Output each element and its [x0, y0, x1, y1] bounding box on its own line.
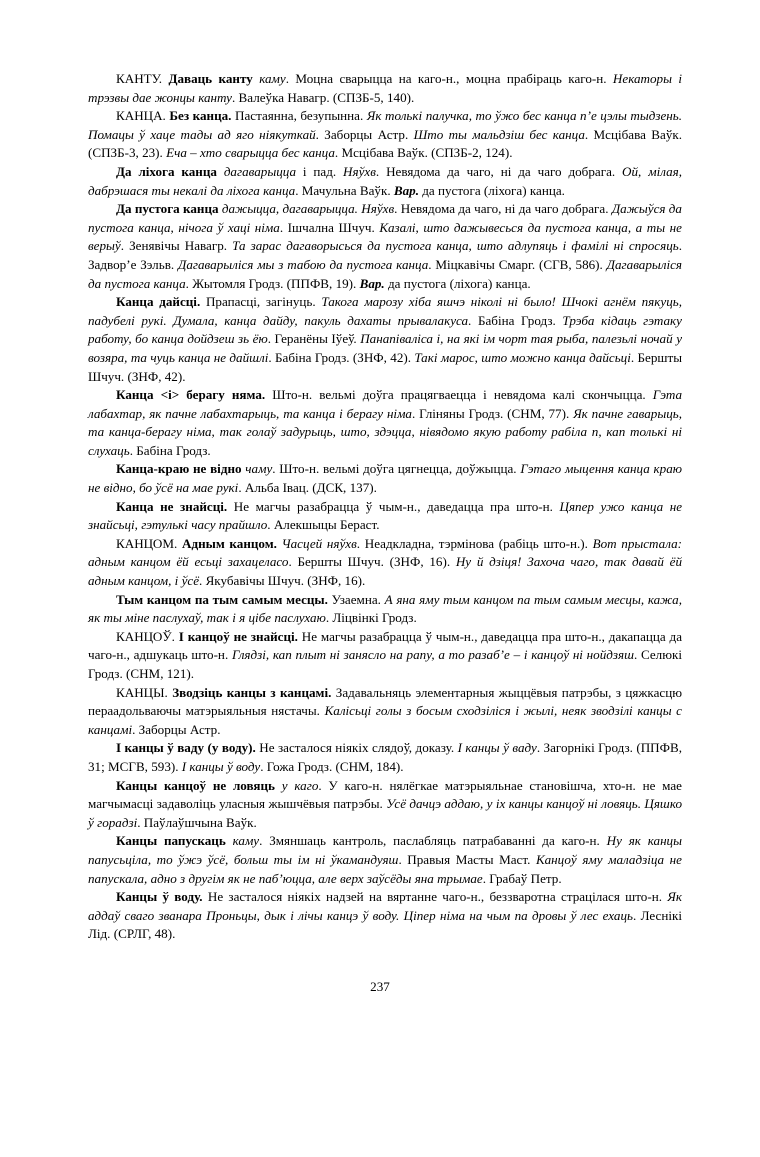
entry-def: . Што-н. вельмі доўга цягнецца, доўжыцца. — [272, 461, 521, 477]
entry-def: Задавальняць элементарныя жыццёвыя патрэбы, з цяжкасцю пераадольваючы матэрыяльныя нястачы. — [88, 684, 682, 719]
entry-def: Узаемна. — [327, 591, 385, 607]
entry-ex: Як толькі палучка, то ўжо бес канца п’е цэлы тыдзень. Помацы ў хаце тады ад яго ніякуткай — [88, 108, 682, 142]
entry-ex: Ну як канцы папусьціла, то ўжэ ўсё, больш ты ім ні ўкамандуяш — [88, 833, 682, 867]
entry-def: . Жытомля Гродз. (ППФВ, 19). — [185, 275, 360, 291]
entry-gram: каму — [232, 833, 260, 849]
entry-def: . У каго-н. нялёгкае матэрыяльнае становішча, хто-н. не мае магчымасці задаволіць уласныя жышчёвыя патрэбы. — [88, 777, 682, 812]
dictionary-entry — [88, 591, 682, 628]
entry-def: Прапасці, загінуць. — [200, 294, 322, 310]
entry-def: . Валеўка Навагр. (СПЗБ-5, 140). — [232, 89, 415, 105]
entry-ex: Та зарас дагаворысься да пустога канца, што адлупяць і фамілі ні спросяць — [232, 238, 679, 254]
entry-def: Не магчы разабрацца ў чым-н., даведацца пра што-н., дакапацца да чаго-н., адшукаць што-н. — [88, 628, 683, 663]
entry-gram: чаму — [245, 461, 273, 477]
dictionary-entry — [88, 200, 682, 293]
entry-def: . Невядома да чаго, ні да чаго добрага. — [375, 163, 623, 179]
entry-var: Вар. — [359, 275, 385, 291]
dictionary-entry — [88, 535, 682, 591]
entry-def: . Бершты Шчуч. (ЗНФ, 16). — [288, 554, 456, 570]
entry-ex: Такога марозу хіба яшчэ ніколі ні было! Шчокі агнём пякуць, падубелі рукі. Думала, канца дайду, пакуль дахаты прывалакуса — [88, 294, 682, 328]
entry-def: і пад. — [296, 163, 344, 179]
entry-def: да пустога (ліхога) канца. — [384, 275, 531, 291]
entry-def: Што-н. вельмі доўга працягваецца і невядома калі скончыцца. — [265, 387, 653, 403]
entry-ex: Вот прыстала: адным канцом ёй есьці захацеласо — [88, 535, 682, 570]
entry-idiom: Канцы папускаць — [116, 833, 233, 849]
entry-def: . Паўлаўшчына Ваўк. — [137, 814, 257, 830]
entry-def: . Заборцы Астр. — [315, 126, 414, 142]
entry-idiom: Канцы канцоў не ловяць — [116, 777, 282, 793]
page-number: 237 — [370, 979, 390, 994]
entry-ex: Глядзі, кап плыт ні занясло на рапу, а то разаб’е – і канцоў ні нойдзяш — [231, 647, 634, 663]
entry-idiom: Адным канцом. — [181, 535, 282, 551]
entry-def: . Задвор’е Зэльв. — [88, 238, 682, 272]
entry-ex: Дагаварыліся да пустога канца — [88, 256, 682, 291]
entry-ex: Калісьці голы з босым сходзіліся і жылі, неяк зводзілі канцы с канцамі — [88, 703, 682, 737]
entry-ex: Дагаварыліся мы з табою да пустога канца — [178, 256, 429, 272]
dictionary-entry — [88, 70, 682, 107]
entry-hw: КАНТУ. — [116, 71, 169, 86]
entry-def: . Бабіна Гродз. — [129, 442, 211, 458]
entry-ex: Што ты мальдзіш бес канца — [413, 126, 585, 142]
dictionary-entry — [88, 739, 682, 776]
dictionary-entry — [88, 498, 682, 535]
entry-def: . Мсцібава Ваўк. (СПЗБ-3, 23). — [88, 126, 683, 161]
entry-def: . Бабіна Гродз. — [468, 312, 563, 328]
entry-ex: Як аддаў сваго званара Проньцы, дык і лічы канцэ ў воду. Ціпер німа на чым па дровы ў лес ехаць — [88, 889, 683, 923]
entry-idiom: Да ліхога канца — [116, 163, 224, 179]
dictionary-entry — [88, 684, 682, 740]
entry-ex: Як пачне гаварыць, та канца-берагу німа, так голаў задурыць, што, здэцца, нівядомо якую работу рабіла п, кап толькі ні слухаць — [88, 405, 682, 458]
entry-def: . Загорнікі Гродз. (ППФВ, 31; МСГВ, 593). — [88, 740, 682, 774]
entry-def: . Ішчална Шчуч. — [279, 219, 380, 235]
entry-hw: КАНЦЫ. — [116, 684, 173, 700]
entry-def: . Змяншаць кантроль, паслабляць патрабаванні да каго-н. — [259, 833, 607, 849]
dictionary-entry — [88, 628, 682, 684]
entries-container — [88, 70, 682, 944]
entry-ex: Гэтаго мыцення канца краю не відно, бо ўсё на мае рукі — [88, 461, 682, 496]
entry-def: . Гожа Гродз. (СНМ, 184). — [260, 758, 404, 774]
entry-idiom: Канца дайсці. — [116, 294, 201, 310]
entry-def: . Геранёны Іўеў. — [267, 331, 361, 347]
entry-ex: Усё дачцэ аддаю, у іх канцы канцоў ні ловяць. Цяшко ў горадзі — [88, 796, 682, 830]
entry-ex: Дажыўся да пустога канца, нічога ў хаці німа — [88, 201, 682, 235]
dictionary-entry — [88, 163, 682, 200]
entry-def: . Заборцы Астр. — [132, 721, 221, 737]
entry-ex: І канцы ў ваду — [457, 740, 537, 756]
entry-ex: Ну й дзіця! Захоча чаго, так давай ёй адным канцом, і ўсё — [88, 554, 682, 589]
entry-def: . Леснікі Лід. (СРЛГ, 48). — [88, 907, 682, 942]
entry-def: . Невядома да чаго, ні да чаго добрага. — [394, 201, 612, 217]
entry-idiom: І канцоў не знайсці. — [178, 628, 298, 644]
entry-def: . Моцна сварыцца на каго-н., моцна прабіраць каго-н. — [285, 71, 613, 86]
entry-idiom: Канца не знайсці. — [116, 498, 228, 514]
entry-idiom: Канцы ў воду. — [116, 889, 203, 905]
entry-hw: КАНЦОМ. — [116, 535, 182, 551]
entry-ex: Гэта лабахтар, як пачне лабахтарыць, та канца і берагу німа — [88, 387, 682, 421]
entry-def: . Зенявічы Навагр. — [120, 238, 233, 254]
entry-idiom: Канца <і> берагу няма. — [116, 387, 266, 403]
entry-def: Не засталося ніякіх слядоў, доказу. — [255, 740, 458, 756]
entry-def: . Правыя Масты Маст. — [398, 851, 536, 867]
dictionary-entry — [88, 777, 682, 833]
entry-def: . Альба Івац. (ДСК, 137). — [238, 480, 377, 496]
entry-def: . Гліняны Гродз. (СНМ, 77). — [411, 405, 574, 421]
entry-gram: дагаварыцца — [223, 163, 296, 179]
entry-ex: Такі марос, што можно канца дайсьці — [414, 349, 631, 365]
entry-gram: Няўхв — [343, 163, 376, 179]
dictionary-entry — [88, 293, 682, 386]
entry-def: Пастаянна, безупынна. — [231, 108, 367, 124]
entry-def: Не магчы разабрацца ў чым-н., даведацца пра што-н. — [227, 498, 560, 514]
entry-gram: каму — [259, 71, 286, 86]
entry-ex: А яна яму тым канцом па тым самым месцы, кажа, як ты міне паслухаў, так і я цібе паслухаю — [88, 591, 682, 626]
entry-def: . Бабіна Гродз. (ЗНФ, 42). — [268, 349, 415, 365]
entry-ex: Некаторы і трэзвы дае жонцы канту — [88, 71, 683, 105]
entry-idiom: Без канца. — [169, 108, 232, 124]
entry-def: . Мачульна Ваўк. — [295, 182, 394, 198]
entry-ex: Панапіваліса і, на які ім чорт тая рыба, палезьлі ночай у возяра, та чуць канца не дайшлі — [88, 331, 683, 365]
dictionary-entry — [88, 386, 682, 460]
entry-ex: Ой, мілая, дабрэшася ты некалі да ліхога канца — [88, 163, 682, 198]
entry-def: . Міцкавічы Смарг. (СГВ, 586). — [428, 256, 607, 272]
dictionary-entry — [88, 107, 682, 163]
entry-var: Вар. — [393, 182, 419, 198]
entry-idiom: І канцы ў ваду (у воду). — [116, 740, 256, 756]
entry-hw: КАНЦОЎ. — [116, 628, 179, 644]
entry-def: . Неадкладна, тэрмінова (рабіць што-н.). — [356, 535, 593, 551]
entry-def: . Мсцібава Ваўк. (СПЗБ-2, 124). — [334, 145, 513, 161]
entry-gram: дажыцца, дагаварыцца. Няўхв — [221, 201, 395, 217]
entry-idiom: Зводзіць канцы з канцамі. — [172, 684, 332, 700]
entry-ex: Еча – хто сварыцца бес канца — [166, 145, 335, 161]
entry-idiom: Канца-краю не відно — [116, 461, 246, 477]
entry-def: . Селюкі Гродз. (СНМ, 121). — [88, 647, 682, 681]
dictionary-entry — [88, 832, 682, 888]
entry-ex: Трэба кідаць гэтаку работу, бо канца дойдзеш зь ёю — [88, 312, 682, 347]
entry-def: . Бершты Шчуч. (ЗНФ, 42). — [88, 349, 682, 384]
entry-idiom: Тым канцом па тым самым месцы. — [116, 591, 328, 607]
entry-def: . Грабаў Петр. — [482, 870, 562, 886]
entry-idiom: Да пустога канца — [116, 201, 222, 217]
entry-ex: Казалі, што дажывесься да пустога канца, а ты не верыў — [88, 219, 682, 254]
entry-ex: Канцоў яму маладзіца не папускала, адно з другім як не паб’юцца, але верх заўсёды яна трымае — [88, 851, 682, 886]
entry-ex: Цяпер ужо канца не знайсьці, гэтулькі часу прайшло — [88, 498, 683, 533]
entry-gram: Часцей няўхв — [281, 535, 357, 551]
entry-ex: І канцы ў воду — [181, 758, 261, 774]
entry-idiom: Даваць канту — [168, 71, 260, 86]
entry-def: . Алекшыцы Бераст. — [267, 517, 380, 533]
entry-def: . Якубавічы Шчуч. (ЗНФ, 16). — [199, 573, 366, 589]
dictionary-entry — [88, 460, 682, 497]
entry-def: да пустога (ліхога) канца. — [418, 182, 565, 198]
dictionary-entry — [88, 888, 682, 944]
entry-gram: у каго — [281, 777, 319, 793]
entry-def: Не засталося ніякіх надзей на вяртанне чаго-н., беззваротна страцілася што-н. — [202, 889, 668, 905]
entry-hw: КАНЦА. — [116, 108, 170, 124]
entry-def: . Ліцвінкі Гродз. — [325, 610, 417, 626]
